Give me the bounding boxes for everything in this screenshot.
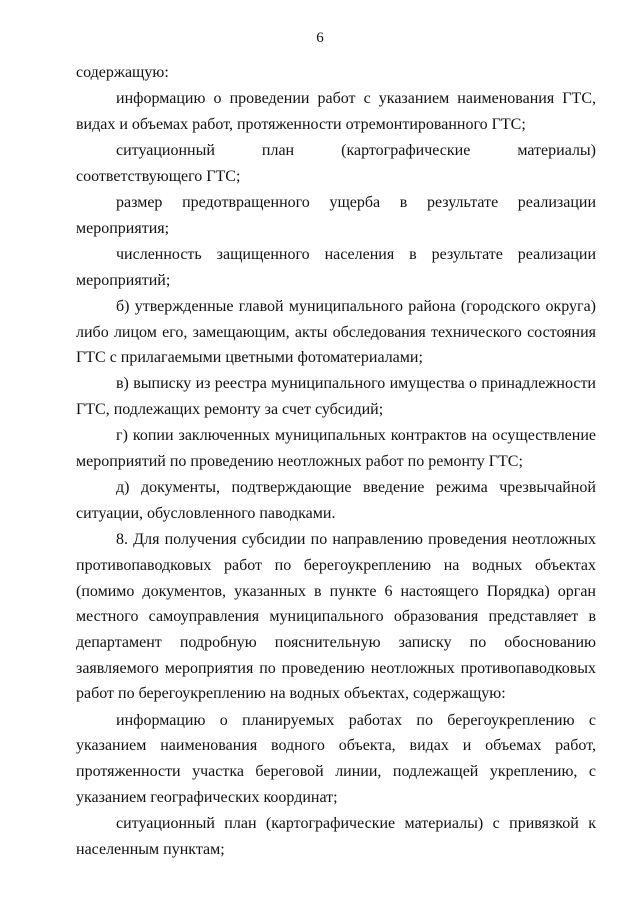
paragraph: д) документы, подтверждающие введение режима чрезвычайной ситуации, обусловленного паводками.	[76, 479, 596, 522]
paragraph: содержащую:	[76, 64, 169, 81]
page-number: 6	[316, 30, 324, 46]
paragraph: информацию о планируемых работах по берегоукреплению с указанием наименования водного объекта, видах и объемах работ, протяженности участка береговой линии, подлежащей укреплению, с указанием географических координат;	[76, 711, 596, 806]
paragraph: в) выписку из реестра муниципального имущества о принадлежности ГТС, подлежащих ремонту за счет субсидий;	[76, 375, 596, 419]
paragraph: ситуационный план (картографические материалы) с привязкой к населенным пунктам;	[76, 814, 596, 858]
paragraph: ситуационный план (картографические материалы) соответствующего ГТС;	[76, 142, 596, 185]
paragraph: численность защищенного населения в результате реализации мероприятий;	[76, 245, 596, 289]
paragraph: г) копии заключенных муниципальных контрактов на осуществление мероприятий по проведению неотложных работ по ремонту ГТС;	[76, 427, 596, 471]
paragraph: б) утвержденные главой муниципального района (городского округа) либо лицом его, замещающим, акты обследования технического состояния ГТС с прилагаемыми цветными фотоматериалами;	[76, 297, 596, 367]
paragraph: информацию о проведении работ с указанием наименования ГТС, видах и объемах работ, протяженности отремонтированного ГТС;	[76, 90, 596, 133]
paragraph: размер предотвращенного ущерба в результате реализации мероприятия;	[76, 194, 596, 237]
paragraph: 8. Для получения субсидии по направлению проведения неотложных противопаводковых работ по берегоукреплению на водных объектах (помимо документов, указанных в пункте 6 настоящего Порядка) орган местного самоуправления муниципального образования представляет в департамент подробную пояснительную записку по обоснованию заявляемого мероприятия по проведению неотложных противопаводковых работ по берегоукреплению на водных объектах, содержащую:	[76, 531, 596, 703]
document-body	[76, 60, 596, 863]
